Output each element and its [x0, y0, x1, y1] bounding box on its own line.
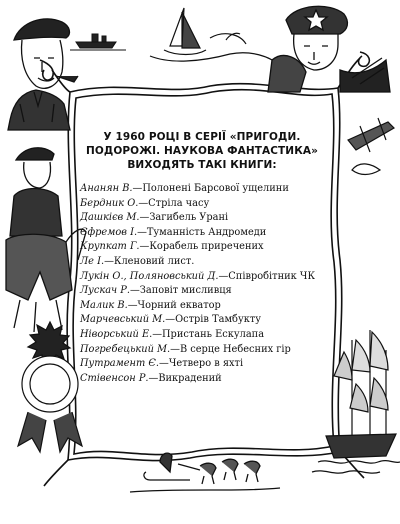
book-separator: — [104, 255, 114, 267]
book-author: Ле І. [80, 255, 105, 267]
book-entry [80, 372, 328, 387]
book-title: Чорний екватор [137, 299, 221, 311]
book-entry [80, 343, 328, 358]
book-author: Дашкієв М. [80, 212, 140, 224]
soldier-illustration [268, 6, 390, 92]
book-separator: — [139, 212, 150, 224]
book-author: Бердник О. [80, 197, 139, 209]
book-title: Загибель Урані [149, 212, 229, 224]
book-separator: — [159, 358, 169, 370]
book-entry [80, 197, 328, 212]
book-separator: — [148, 372, 159, 384]
book-entry [80, 226, 328, 241]
book-author: Ніворський Е. [80, 328, 153, 340]
book-title: Туманність Андромеди [146, 226, 267, 238]
book-author: Марчевський М. [80, 314, 166, 326]
book-entry [80, 284, 328, 299]
book-entry [80, 313, 328, 328]
book-title: Викрадений [158, 372, 222, 384]
airplane-illustration [348, 118, 394, 175]
book-title: Стріла часу [148, 197, 210, 209]
book-entry [80, 270, 328, 285]
book-list [76, 182, 328, 386]
book-separator: — [138, 197, 149, 209]
book-title: Пристань Ескулапа [162, 328, 265, 340]
medal-illustration [18, 322, 82, 452]
book-title: Корабель приречених [149, 241, 264, 253]
book-title: Кленовий лист. [113, 255, 195, 267]
book-title: Четверо в яхті [168, 358, 244, 370]
book-author: Крупкат Г. [80, 241, 140, 253]
book-entry [80, 240, 328, 255]
book-title: Острів Тамбукту [175, 314, 262, 326]
steamship-illustration [70, 34, 126, 50]
heading-line-2: ПОДОРОЖІ. НАУКОВА ФАНТАСТИКА» [86, 145, 318, 157]
book-separator: — [139, 241, 150, 253]
book-author: Малик В. [80, 299, 128, 311]
book-announcement [76, 118, 328, 448]
book-separator: — [218, 270, 229, 282]
heading-line-1: У 1960 РОЦІ В СЕРІЇ «ПРИГОДИ. [103, 131, 301, 143]
book-title: Співробітник ЧК [228, 270, 316, 282]
book-entry [80, 182, 328, 197]
book-separator: — [165, 314, 176, 326]
dog-sled-illustration [130, 453, 280, 492]
sailboat-illustration [150, 8, 280, 66]
book-separator: — [170, 343, 180, 355]
book-entry [80, 211, 328, 226]
book-title: Полонені Барсової ущелини [142, 183, 289, 194]
book-entry [80, 357, 328, 372]
book-author: Лукін О., Поляновський Д. [80, 270, 219, 282]
book-separator: — [127, 299, 138, 311]
heading-line-3: ВИХОДЯТЬ ТАКІ КНИГИ: [127, 159, 277, 171]
book-author: Ананян В. [80, 183, 133, 194]
book-author: Єфремов І. [80, 226, 138, 238]
book-author: Погребецький М. [80, 343, 171, 355]
book-entry [80, 255, 328, 270]
announcement-heading [80, 130, 324, 172]
book-separator: — [129, 285, 140, 297]
book-author: Лускач Р. [80, 285, 130, 297]
book-title: Заповіт мисливця [139, 285, 232, 297]
book-separator: — [137, 226, 147, 238]
book-title: В серце Небесних гір [179, 343, 291, 355]
book-separator: — [132, 183, 143, 194]
book-entry [80, 328, 328, 343]
book-entry [80, 299, 328, 314]
book-separator: — [152, 328, 163, 340]
book-author: Стівенсон Р. [80, 372, 149, 384]
book-author: Путрамент Є. [80, 358, 160, 370]
